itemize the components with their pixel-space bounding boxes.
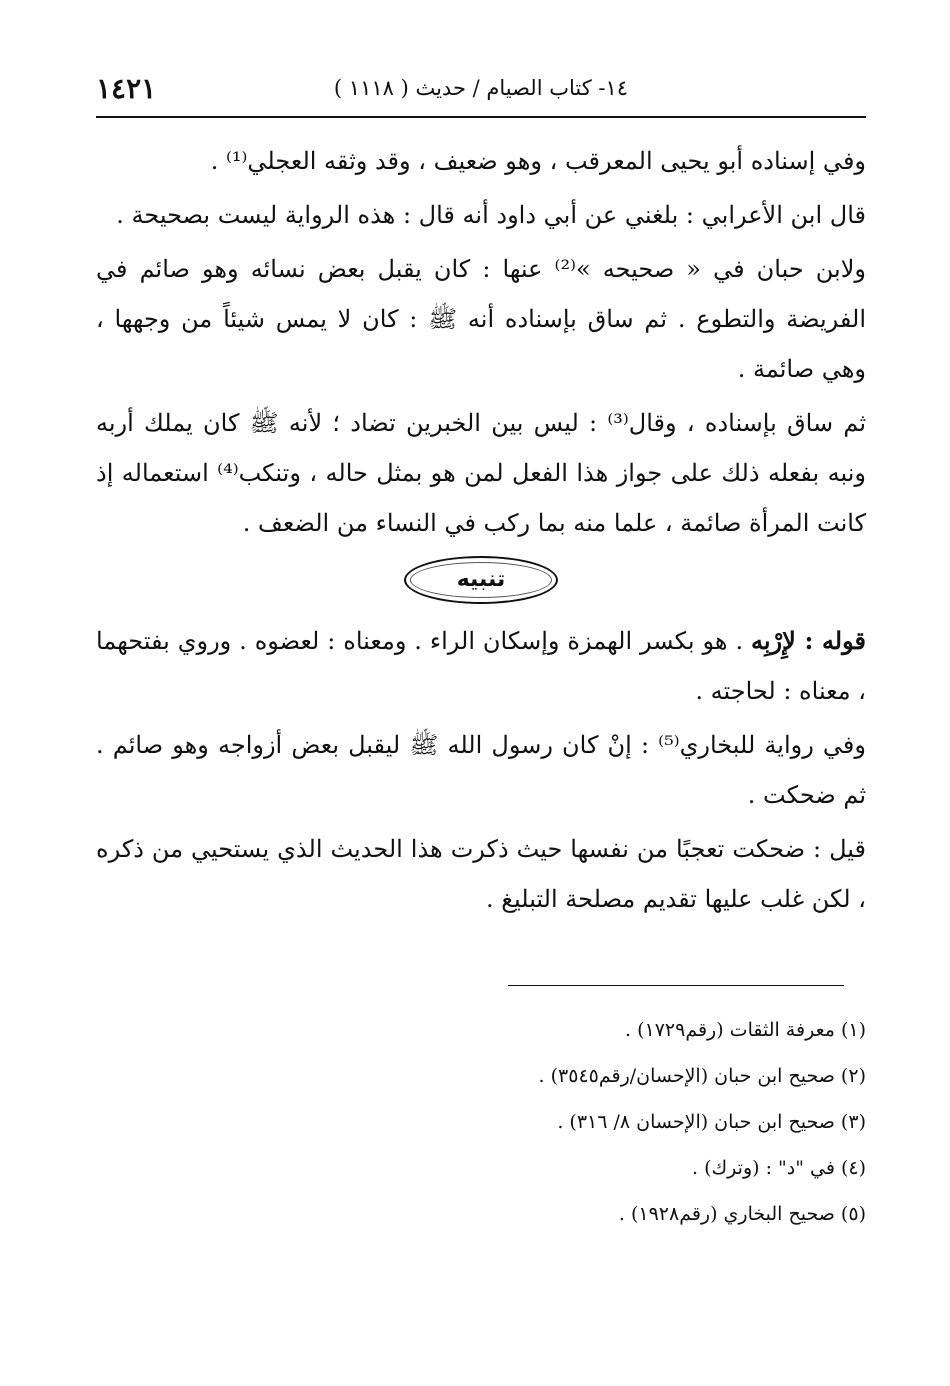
lemma-text: قوله : لإِرْبِه [751,626,866,655]
footnote-3: (٣) صحيح ابن حبان (الإحسان ٨/ ٣١٦) . [557,1111,866,1133]
paragraph-2: قال ابن الأعرابي : بلغني عن أبي داود أنه قال : هذه الرواية ليست بصحيحة . [116,201,866,229]
running-head: ١٤- كتاب الصيام / حديث ( ١١١٨ ) [333,76,629,100]
paragraph-4: ثم ساق بإسناده ، وقال⁽³⁾ : ليس بين الخبرين تضاد ؛ لأنه ﷺ كان يملك أربه ونبه بفعله ذلك على جواز هذا الفعل لمن هو بمثل حاله ، وتنكب⁽⁴⁾ استعماله إذ كانت المرأة صائمة ، علما منه بما ركب في النساء من الضعف . [96,409,866,537]
paragraph-7: قيل : ضحكت تعجبًا من نفسها حيث ذكرت هذا الحديث الذي يستحيي من ذكره ، لكن غلب عليها تقديم مصلحة التبليغ . [96,835,866,913]
paragraph-3: ولابن حبان في « صحيحه »⁽²⁾ عنها : كان يقبل بعض نسائه وهو صائم في الفريضة والتطوع . ثم ساق بإسناده أنه ﷺ : كان لا يمس شيئاً من وجهها ، وهي صائمة . [96,255,866,383]
footnote-rule [508,985,844,986]
main-text [96,136,866,924]
footnote-4: (٤) في "د" : (وترك) . [692,1157,866,1179]
header-rule [96,116,866,118]
page-number: ١٤٢١ [96,72,157,105]
footnote-5: (٥) صحيح البخاري (رقم١٩٢٨) . [618,1203,866,1225]
tanbih-heading: تنبيه [404,556,558,604]
paragraph-5 [96,616,866,716]
paragraph-1: وفي إسناده أبو يحيى المعرقب ، وهو ضعيف ، وقد وثقه العجلي⁽¹⁾ . [210,147,866,175]
footnotes [96,1007,866,1237]
page-header [96,68,866,114]
footnote-1: (١) معرفة الثقات (رقم١٧٢٩) . [625,1019,866,1041]
tanbih-heading-container [96,550,866,608]
paragraph-6: وفي رواية للبخاري⁽⁵⁾ : إنْ كان رسول الله ﷺ ليقبل بعض أزواجه وهو صائم . ثم ضحكت . [96,731,866,809]
footnote-2: (٢) صحيح ابن حبان (الإحسان/رقم٣٥٤٥) . [538,1065,866,1087]
paragraph-5-text: . هو بكسر الهمزة وإسكان الراء . ومعناه : لعضوه . وروي بفتحهما ، معناه : لحاجته . [96,627,866,705]
